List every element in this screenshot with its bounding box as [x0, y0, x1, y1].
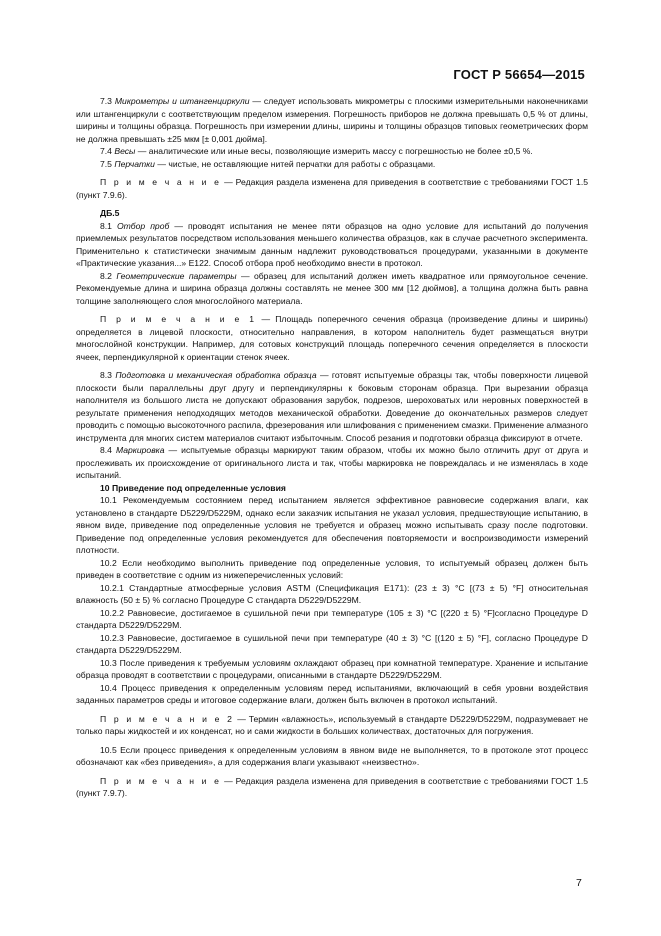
paragraph-8-1: 8.1 Отбор проб — проводят испытания не менее пяти образцов на одно условие для испытаний до получения приемлемых результатов посредством использования меньшего количества образцов, как в случае расчетного эксперимента. Применительно к статистически значимым данным надлежит руководствоваться процедурами, указанными в документе «Практические указания...» Е122. Способ отбора проб необходимо внести в протокол.: [76, 220, 589, 268]
paragraph-8-2: 8.2 Геометрические параметры — образец для испытаний должен иметь квадратное или прямоугольное сечение. Рекомендуемые длина и ширина образца должны составлять не менее 300 мм [12 дюймов], а толщина должна быть равна толщине заполняющего слоя многослойного материала.: [76, 270, 589, 306]
paragraph-7-4: 7.4 Весы — аналитические или иные весы, позволяющие измерить массу с погрешностью не более ±0,5 %.: [100, 146, 533, 156]
note-2: П р и м е ч а н и е 1 — Площадь поперечного сечения образца (произведение длины и ширины) определяется в лицевой плоскости, относительно направления, в котором наполнитель будет размещаться внутри многослойной конструкции. Например, для сотовых конструкций площадь поперечного сечения определяется в плоскости ячеек, перпендикулярной к ориентации стенок ячеек.: [76, 314, 588, 362]
document-header: ГОСТ Р 56654—2015: [453, 67, 585, 82]
section-heading-db5: ДБ.5: [100, 208, 120, 218]
paragraph-8-4: 8.4 Маркировка — испытуемые образцы маркируют таким образом, чтобы их можно было отличить друг от друга и прослеживать их происхождение от оригинального листа и так, чтобы маркировка не повреждалась и не изменялась в ходе испытаний.: [76, 445, 589, 480]
note-1: П р и м е ч а н и е — Редакция раздела изменена для приведения в соответствие с требованиями ГОСТ 1.5 (пункт 7.9.6).: [76, 177, 588, 200]
note-4: П р и м е ч а н и е — Редакция раздела изменена для приведения в соответствие с требованиями ГОСТ 1.5 (пункт 7.9.7).: [76, 775, 588, 798]
paragraph-10-3: 10.3 После приведения к требуемым условиям охлаждают образец при комнатной температуре. Хранение и испытание образца проводят в соответствии с процедурами, описанными в стандарте D5229/D5229M.: [76, 657, 588, 680]
paragraph-10-5: 10.5 Если процесс приведения к определенным условиям в явном виде не выполняется, то в протоколе этот процесс обозначают как «без приведения», а для содержания влаги указывают «неизвестно».: [76, 744, 588, 767]
paragraph-10-4: 10.4 Процесс приведения к определенным условиям перед испытаниями, включающий в себя уровни воздействия заданных параметров среды и итоговое содержание влаги, должен быть включен в протокол испытаний.: [76, 682, 588, 705]
paragraph-10-2-2: 10.2.2 Равновесие, достигаемое в сушильной печи при температуре (105 ± 3) °C [(220 ± 5) °F]согласно Процедуре D стандарта D5229/D5229M.: [76, 607, 588, 630]
paragraph-8-3: 8.3 Подготовка и механическая обработка образца — готовят испытуемые образцы так, чтобы поверхности лицевой плоскости были параллельны друг другу и перпендикулярны к боковым сторонам образца. При вырезании образца наполнителя из большого листа не допускают образования зарубок, подрезов, шероховатых или неровных поверхностей в результате применения неподходящих методов механической обработки. Доведение до окончательных размеров следует проводить с помощью высокоточного распила, фрезерования или шлифования с применением смазки. Применение алмазного инструмента для многих систем материалов считают избыточным. Способ резания и подготовки образца фиксируют в отчете.: [76, 370, 589, 443]
paragraph-10-2: 10.2 Если необходимо выполнить приведение под определенные условия, то испытуемый образец должен быть приведен в соответствие с одним из нижеперечисленных условий:: [76, 557, 588, 580]
page-number: 7: [576, 877, 582, 889]
note-3: П р и м е ч а н и е 2 — Термин «влажность», используемый в стандарте D5229/D5229M, подразумевает не только пары жидкостей и их конденсат, но и сами жидкости в больших количествах, достаточных для погружения.: [76, 713, 588, 736]
paragraph-10-2-1: 10.2.1 Стандартные атмосферные условия ASTM (Спецификация E171): (23 ± 3) °C [(73 ± 5) °F] относительная влажность (50 ± 5) % согласно Процедуре С стандарта D5229/D5229M.: [76, 582, 588, 605]
page-body: [76, 95, 588, 800]
paragraph-10-2-3: 10.2.3 Равновесие, достигаемое в сушильной печи при температуре (40 ± 3) °C [(120 ± 5) °F], согласно Процедуре D стандарта D5229/D5229M.: [76, 632, 588, 655]
section-heading-10: 10 Приведение под определенные условия: [100, 482, 286, 493]
paragraph-7-5: 7.5 Перчатки — чистые, не оставляющие нитей перчатки для работы с образцами.: [100, 158, 436, 169]
paragraph-10-1: 10.1 Рекомендуемым состоянием перед испытанием является эффективное равновесие содержания влаги, как установлено в стандарте D5229/D5229M, однако если заказчик испытания не указал условия, предшествующие испытанию, в явном виде, приведение под определенные условия не требуется и образец можно испытывать сразу после подготовки. Приведение под определенные условия рекомендуется для обеспечения повторяемости и воспроизводимости измерений плотности.: [76, 495, 588, 555]
paragraph-7-3: 7.3 Микрометры и штангенциркули — следует использовать микрометры с плоскими измерительными наконечниками или штангенциркули с соответствующим пределом измерения. Погрешность приборов не должна превышать 0,5 % от длины, ширины и толщины образца. Погрешность при измерении длины, ширины и толщины образцов типовых геометрических форм не должна превышать ±25 мкм [± 0,001 дюйма].: [76, 96, 588, 144]
